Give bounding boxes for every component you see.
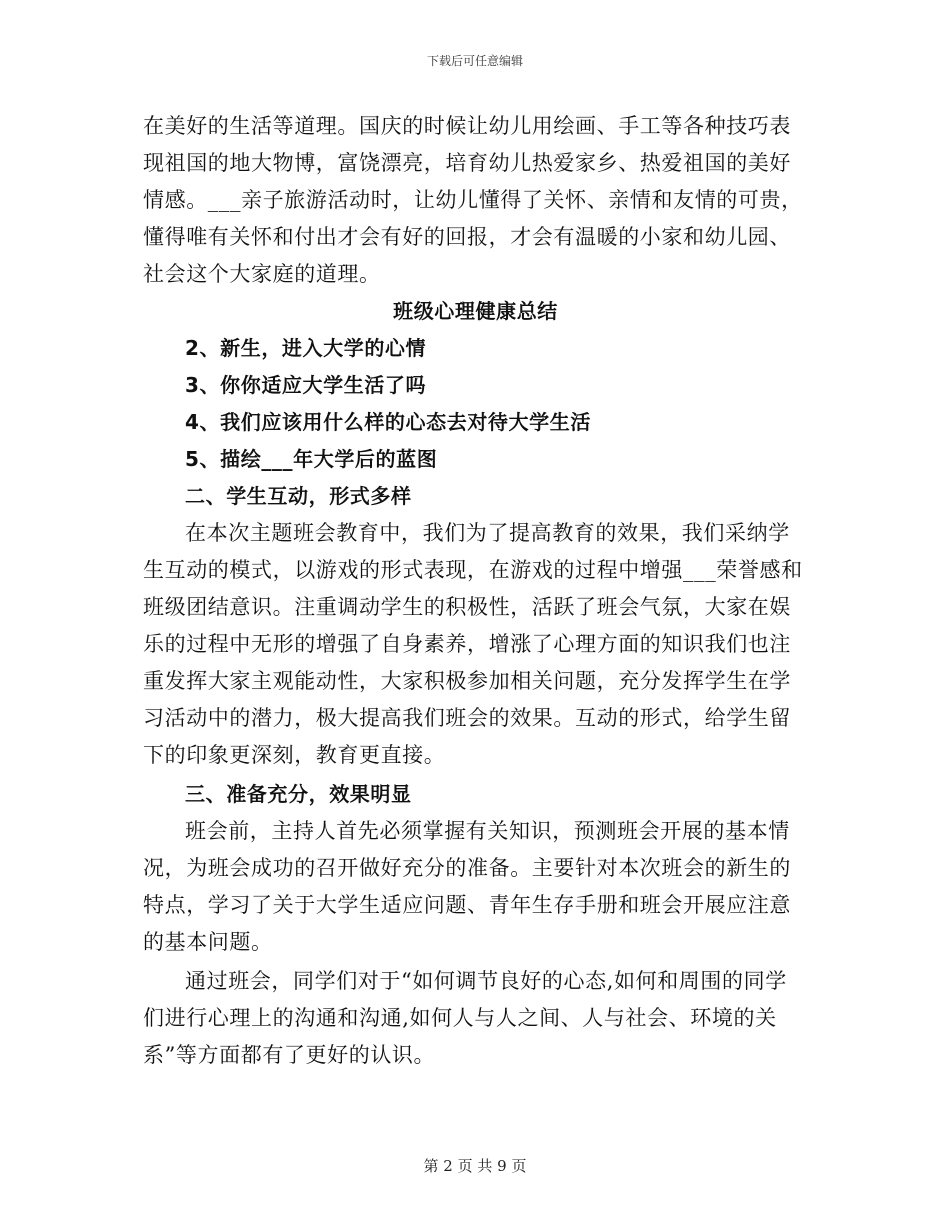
list-item: 2、新生，进入大学的心情 — [185, 336, 427, 360]
section-title: 班级心理健康总结 — [393, 299, 558, 323]
paragraph-two: 在本次主题班会教育中，我们为了提高教育的效果，我们采纳学生互动的模式，以游戏的形式表现，在游戏的过程中增强___荣誉感和班级团结意识。注重调动学生的积极性，活跃了班会气氛，大家在娱乐的过程中无形的增强了自身素养，增涨了心理方面的知识我们也注重发挥大家主观能动性，大家积极参加相关问题，充分发挥学生在学习活动中的潜力，极大提高我们班会的效果。互动的形式，给学生留下的印象更深刻，教育更直接。 — [143, 521, 803, 767]
heading-two: 二、学生互动，形式多样 — [185, 484, 412, 508]
page-header: 下载后可任意编辑 — [426, 54, 523, 68]
list-item: 3、你你适应大学生活了吗 — [185, 373, 427, 397]
paragraph-four: 通过班会，同学们对于“如何调节良好的心态,如何和周围的同学们进行心理上的沟通和沟通,如何人与人之间、人与社会、环境的关系”等方面都有了更好的认识。 — [143, 969, 787, 1067]
list-item: 5、描绘___年大学后的蓝图 — [185, 447, 438, 471]
heading-three: 三、准备充分，效果明显 — [185, 782, 412, 806]
document-body — [143, 108, 808, 1074]
intro-paragraph: 在美好的生活等道理。国庆的时候让幼儿用绘画、手工等各种技巧表现祖国的地大物博，富饶漂亮，培育幼儿热爱家乡、热爱祖国的美好情感。___亲子旅游活动时，让幼儿懂得了关怀、亲情和友情的可贵，懂得唯有关怀和付出才会有好的回报，才会有温暖的小家和幼儿园、社会这个大家庭的道理。 — [143, 114, 803, 286]
list-item: 4、我们应该用什么样的心态去对待大学生活 — [185, 410, 591, 434]
page-footer: 第 2 页 共 9 页 — [423, 1157, 527, 1175]
paragraph-three: 班会前，主持人首先必须掌握有关知识，预测班会开展的基本情况，为班会成功的召开做好充分的准备。主要针对本次班会的新生的特点，学习了关于大学生适应问题、青年生存手册和班会开展应注意的基本问题。 — [143, 819, 791, 954]
